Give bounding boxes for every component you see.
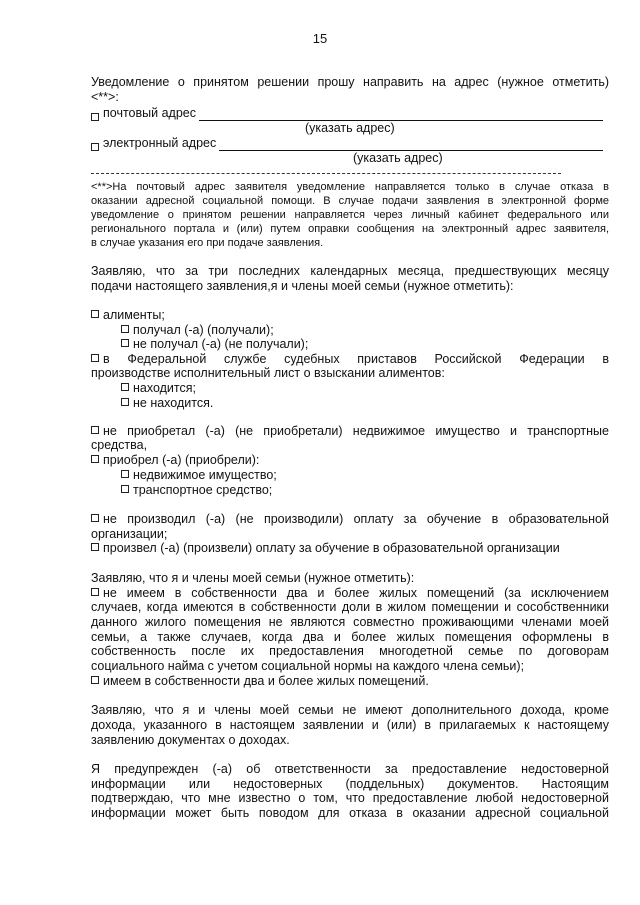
- housing-not-own-label-4: семьи, а также случаев, когда два и более жилых помещения оформлены в: [91, 630, 609, 644]
- fssp-not-located-checkbox[interactable]: [121, 398, 129, 406]
- housing-not-own-label-2: случаев, когда имеются в собственности доли в жилом помещении и сособственники: [91, 600, 609, 614]
- warning-line-2: информации или недостоверных (поддельных) документов. Настоящим: [91, 777, 609, 791]
- alimony-not-received-label: не получал (-а) (не получали);: [133, 337, 309, 351]
- footnote-line-5: в случае указания его при подаче заявления.: [91, 237, 324, 249]
- postal-address-hint: (указать адрес): [305, 121, 395, 135]
- alimony-received-checkbox[interactable]: [121, 325, 129, 333]
- property-acquired-label: приобрел (-а) (приобрели):: [103, 453, 260, 467]
- property-not-acquired-label-2: средства,: [91, 438, 148, 452]
- postal-checkbox[interactable]: [91, 113, 99, 121]
- page-number: 15: [312, 31, 328, 46]
- fssp-label-line-1: в Федеральной службе судебных приставов Российской Федерации в: [103, 352, 609, 366]
- email-address-field[interactable]: [219, 139, 603, 151]
- housing-own-checkbox[interactable]: [91, 676, 99, 684]
- income-line-2: дохода, указанного в настоящем заявлении и (или) в прилагаемых к настоящему: [91, 718, 609, 732]
- alimony-received-label: получал (-а) (получали);: [133, 323, 274, 337]
- real-estate-label: недвижимое имущество;: [133, 468, 277, 482]
- notification-line-2: <**>:: [91, 90, 119, 104]
- email-address-row: [91, 136, 609, 151]
- alimony-label: алименты;: [103, 308, 165, 322]
- alimony-checkbox[interactable]: [91, 310, 99, 318]
- education-not-paid-label-1: не производил (-а) (не производили) оплату за обучение в образовательной: [103, 512, 609, 526]
- income-line-3: заявлению документах о доходах.: [91, 733, 290, 747]
- fssp-option: [91, 352, 609, 367]
- notification-line-1: Уведомление о принятом решении прошу направить на адрес (нужное отметить): [91, 75, 609, 89]
- education-not-paid-label-2: организации;: [91, 527, 168, 541]
- education-paid-option: [91, 541, 609, 556]
- income-line-1: Заявляю, что я и члены моей семьи не имеют дополнительного дохода, кроме: [91, 703, 609, 717]
- housing-not-own-label-6: социального найма с учетом социальной нормы на каждого члена семьи);: [91, 659, 525, 673]
- declaration-line-2: подачи настоящего заявления,я и члены моей семьи (нужное отметить):: [91, 279, 514, 293]
- fssp-located-checkbox[interactable]: [121, 383, 129, 391]
- postal-address-row: [91, 106, 609, 121]
- footnote-line-2: оказании адресной социальной помощи. В случае подачи заявления в электронной форме: [91, 195, 609, 207]
- housing-not-own-label-5: собственность после их предоставления многодетной семье по договорам: [91, 644, 609, 658]
- education-not-paid-option: [91, 512, 609, 527]
- footnote-divider: [91, 173, 561, 174]
- property-not-acquired-option: [91, 424, 609, 439]
- email-address-label: электронный адрес: [103, 136, 217, 150]
- alimony-not-received-option: [121, 337, 609, 352]
- housing-own-label: имеем в собственности два и более жилых помещений.: [103, 674, 429, 688]
- warning-line-4: информации может быть поводом для отказа в оказании адресной социальной: [91, 806, 609, 820]
- fssp-not-located-option: [121, 396, 609, 411]
- warning-line-3: подтверждаю, что мне известно о том, что предоставление любой недостоверной: [91, 791, 609, 805]
- footnote-line-1: <**>На почтовый адрес заявителя уведомление направляется только в случае отказа в: [91, 181, 609, 193]
- postal-address-field[interactable]: [199, 109, 603, 121]
- alimony-not-received-checkbox[interactable]: [121, 339, 129, 347]
- property-acquired-option: [91, 453, 609, 468]
- warning-line-1: Я предупрежден (-а) об ответственности за предоставление недостоверной: [91, 762, 609, 776]
- email-address-hint: (указать адрес): [353, 151, 443, 165]
- housing-own-option: [91, 674, 609, 689]
- fssp-not-located-label: не находится.: [133, 396, 214, 410]
- property-not-acquired-checkbox[interactable]: [91, 426, 99, 434]
- email-checkbox[interactable]: [91, 143, 99, 151]
- housing-not-own-label-1: не имеем в собственности два и более жилых помещений (за исключением: [103, 586, 609, 600]
- education-not-paid-checkbox[interactable]: [91, 514, 99, 522]
- postal-address-label: почтовый адрес: [103, 106, 196, 120]
- education-paid-label: произвел (-а) (произвели) оплату за обучение в образовательной организации: [103, 541, 560, 555]
- education-paid-checkbox[interactable]: [91, 543, 99, 551]
- alimony-received-option: [121, 323, 609, 338]
- property-acquired-checkbox[interactable]: [91, 455, 99, 463]
- housing-not-own-option: [91, 586, 609, 601]
- footnote-line-4: регионального портала и (или) путем оправки сообщения на электронный адрес заявителя,: [91, 223, 609, 235]
- vehicle-checkbox[interactable]: [121, 485, 129, 493]
- fssp-located-option: [121, 381, 609, 396]
- housing-not-own-checkbox[interactable]: [91, 588, 99, 596]
- fssp-label-line-2: производстве исполнительный лист о взыскании алиментов:: [91, 366, 445, 380]
- fssp-checkbox[interactable]: [91, 354, 99, 362]
- housing-not-own-label-3: данного жилого помещения не являются совместно проживающими членами моей: [91, 615, 609, 629]
- fssp-located-label: находится;: [133, 381, 196, 395]
- declaration-line-1: Заявляю, что за три последних календарных месяца, предшествующих месяцу: [91, 264, 609, 278]
- property-not-acquired-label-1: не приобретал (-а) (не приобретали) недвижимое имущество и транспортные: [103, 424, 609, 438]
- real-estate-option: [121, 468, 609, 483]
- footnote-line-3: уведомление о принятом решении направляется через личный кабинет федерального или: [91, 209, 609, 221]
- real-estate-checkbox[interactable]: [121, 470, 129, 478]
- vehicle-label: транспортное средство;: [133, 483, 273, 497]
- vehicle-option: [121, 483, 609, 498]
- alimony-option: [91, 308, 609, 323]
- housing-intro: Заявляю, что я и члены моей семьи (нужное отметить):: [91, 571, 415, 585]
